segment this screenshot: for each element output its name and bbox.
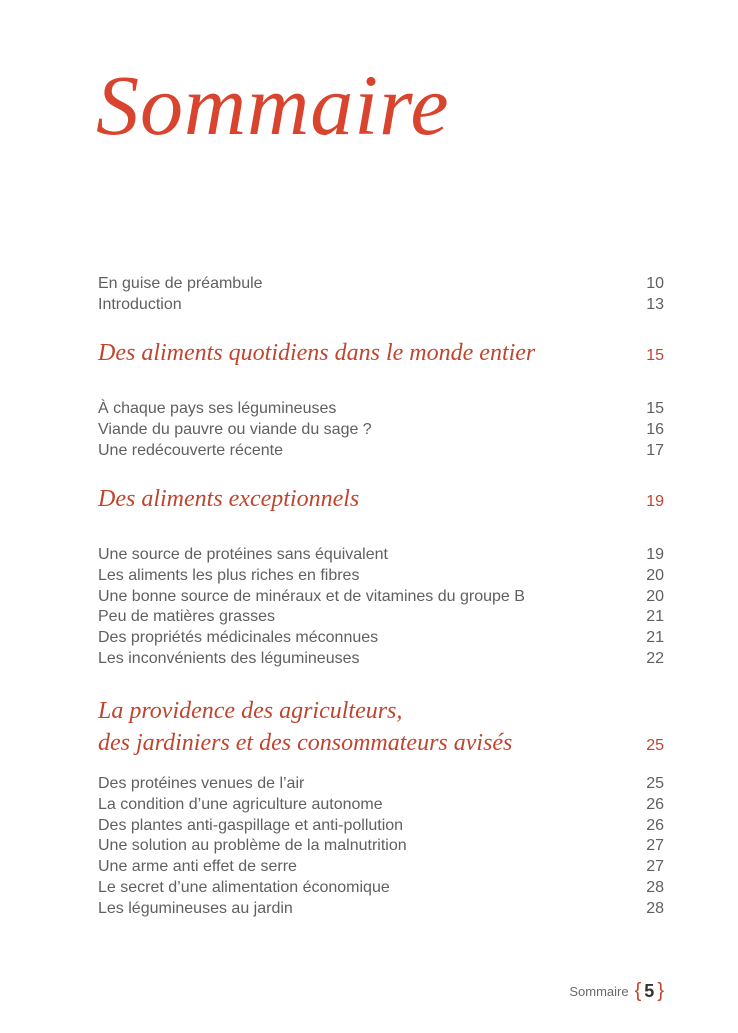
toc-entry[interactable] (98, 295, 664, 316)
toc-entry-page: 21 (646, 629, 664, 647)
toc-entry[interactable] (98, 628, 664, 649)
toc-section-items (98, 774, 664, 920)
toc-section-heading[interactable] (98, 695, 664, 762)
footer-open-brace: { (634, 980, 642, 1002)
toc-entry[interactable] (98, 878, 664, 899)
section-page: 25 (646, 737, 664, 754)
section-title-line-2: des jardiniers et des consommateurs avisés (98, 730, 513, 756)
toc-entry-page: 20 (646, 566, 664, 584)
page-number: 5 (644, 981, 655, 1001)
section-title: Des aliments quotidiens dans le monde entier (98, 340, 536, 366)
toc-entry-label: À chaque pays ses légumineuses (98, 400, 337, 417)
toc-entry[interactable] (98, 399, 664, 420)
page-footer (569, 980, 664, 1003)
toc-entry-label: Des protéines venues de l’air (98, 775, 305, 792)
toc-entry-label: Viande du pauvre ou viande du sage ? (98, 420, 372, 438)
footer-label: Sommaire (569, 984, 629, 999)
toc-entry-page: 15 (646, 400, 664, 417)
toc-entry[interactable] (98, 816, 664, 837)
toc-entry-label: Les aliments les plus riches en fibres (98, 566, 360, 584)
toc-entry-page: 28 (646, 878, 664, 896)
toc-entry[interactable] (98, 607, 664, 628)
toc-entry[interactable] (98, 587, 664, 608)
toc-entry[interactable] (98, 566, 664, 587)
toc-entry[interactable] (98, 857, 664, 878)
toc-entry-page: 25 (646, 775, 664, 792)
toc-entry-label: En guise de préambule (98, 275, 263, 292)
toc-entry[interactable] (98, 899, 664, 920)
toc-entry[interactable] (98, 274, 664, 295)
toc-entry-page: 20 (646, 587, 664, 605)
section-page: 19 (646, 493, 664, 510)
section-title-line-1: La providence des agriculteurs, (98, 698, 403, 724)
toc-section-items (98, 399, 664, 461)
toc-entry-label: Peu de matières grasses (98, 608, 275, 626)
toc-entry-label: Les légumineuses au jardin (98, 899, 293, 917)
toc-entry[interactable] (98, 649, 664, 670)
toc-entry-page: 22 (646, 649, 664, 667)
toc-entry[interactable] (98, 441, 664, 462)
toc-entry-page: 19 (646, 546, 664, 563)
toc-entry-page: 13 (646, 295, 664, 313)
toc-entry-label: Des propriétés médicinales méconnues (98, 629, 379, 647)
toc-entry-label: Une source de protéines sans équivalent (98, 546, 388, 563)
toc-entry-page: 26 (646, 816, 664, 834)
toc-entry[interactable] (98, 545, 664, 566)
toc-entry-page: 16 (646, 420, 664, 438)
toc-entry-label: Le secret d’une alimentation économique (98, 878, 390, 896)
toc-entry-page: 27 (646, 837, 664, 855)
toc-entry-label: Introduction (98, 295, 182, 313)
toc-entry-page: 10 (646, 275, 664, 292)
toc-entry-label: Une redécouverte récente (98, 441, 283, 459)
page-title: Sommaire (96, 57, 450, 153)
toc-entry-label: Une solution au problème de la malnutrition (98, 837, 407, 855)
toc-entry-label: La condition d’une agriculture autonome (98, 795, 383, 813)
toc-section-heading[interactable] (98, 340, 664, 367)
toc-section-heading[interactable] (98, 486, 664, 513)
toc-entry[interactable] (98, 795, 664, 816)
footer-close-brace: } (657, 980, 664, 1002)
toc-entry[interactable] (98, 774, 664, 795)
toc-entry[interactable] (98, 836, 664, 857)
toc-entry-page: 26 (646, 795, 664, 813)
toc-entry-page: 21 (646, 608, 664, 626)
toc-entry[interactable] (98, 420, 664, 441)
section-title: Des aliments exceptionnels (98, 486, 360, 512)
toc-entry-label: Les inconvénients des légumineuses (98, 649, 360, 667)
section-page: 15 (646, 347, 664, 364)
toc-entry-page: 27 (646, 858, 664, 876)
toc-entry-page: 28 (646, 899, 664, 917)
toc-entry-label: Une bonne source de minéraux et de vitamines du groupe B (98, 587, 525, 605)
toc-entry-label: Une arme anti effet de serre (98, 858, 297, 876)
toc-entry-page: 17 (646, 441, 664, 459)
toc-intro (98, 274, 664, 316)
toc-entry-label: Des plantes anti-gaspillage et anti-pollution (98, 816, 404, 834)
toc-section-items (98, 545, 664, 670)
